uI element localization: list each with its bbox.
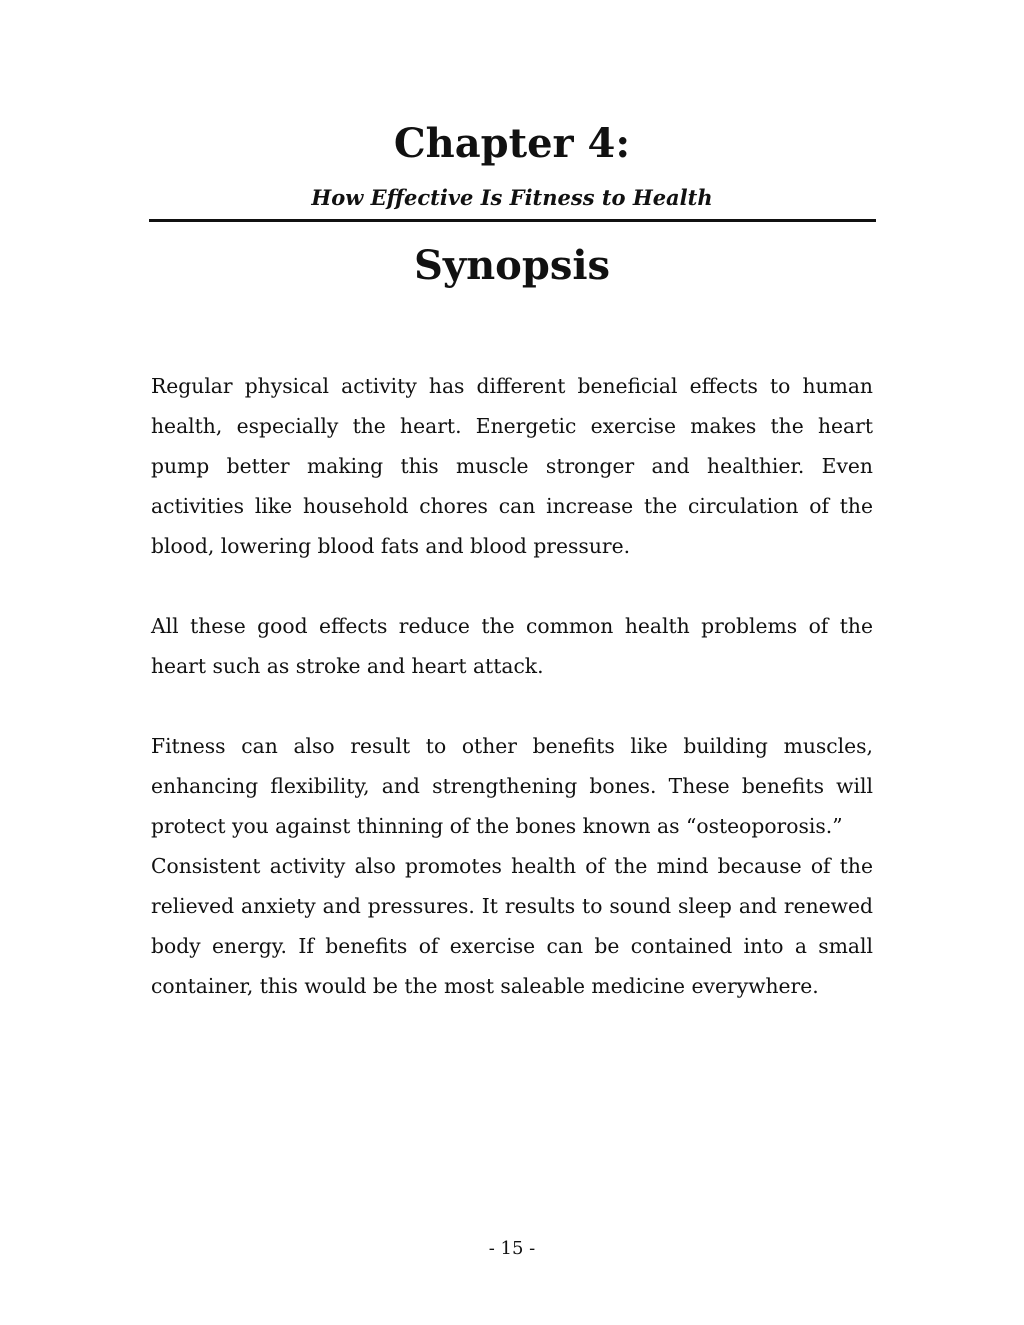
chapter-title: Chapter 4: — [393, 120, 631, 167]
section-title: Synopsis — [413, 242, 611, 289]
title-divider — [149, 219, 876, 222]
chapter-subtitle: How Effective Is Fitness to Health — [311, 185, 713, 210]
paragraph-2: All these good effects reduce the common health problems of the heart such as stroke and heart attack. — [151, 614, 873, 678]
page-number: - 15 - — [488, 1238, 536, 1259]
paragraph-4: Consistent activity also promotes health of the mind because of the relieved anxiety and pressures. It results to sound sleep and renewed body energy. If benefits of exercise can be contained into a small container, this would be the most saleable medicine everywhere. — [151, 854, 873, 998]
paragraph-1: Regular physical activity has different beneficial effects to human health, especially the heart. Energetic exercise makes the heart pump better making this muscle stronger and healthier. Even activities like household chores can increase the circulation of the blood, lowering blood fats and blood pressure. — [151, 374, 873, 558]
paragraph-3: Fitness can also result to other benefits like building muscles, enhancing flexibility, and strengthening bones. These benefits will protect you against thinning of the bones known as “osteoporosis.” — [151, 734, 873, 838]
body-text — [151, 366, 873, 1006]
